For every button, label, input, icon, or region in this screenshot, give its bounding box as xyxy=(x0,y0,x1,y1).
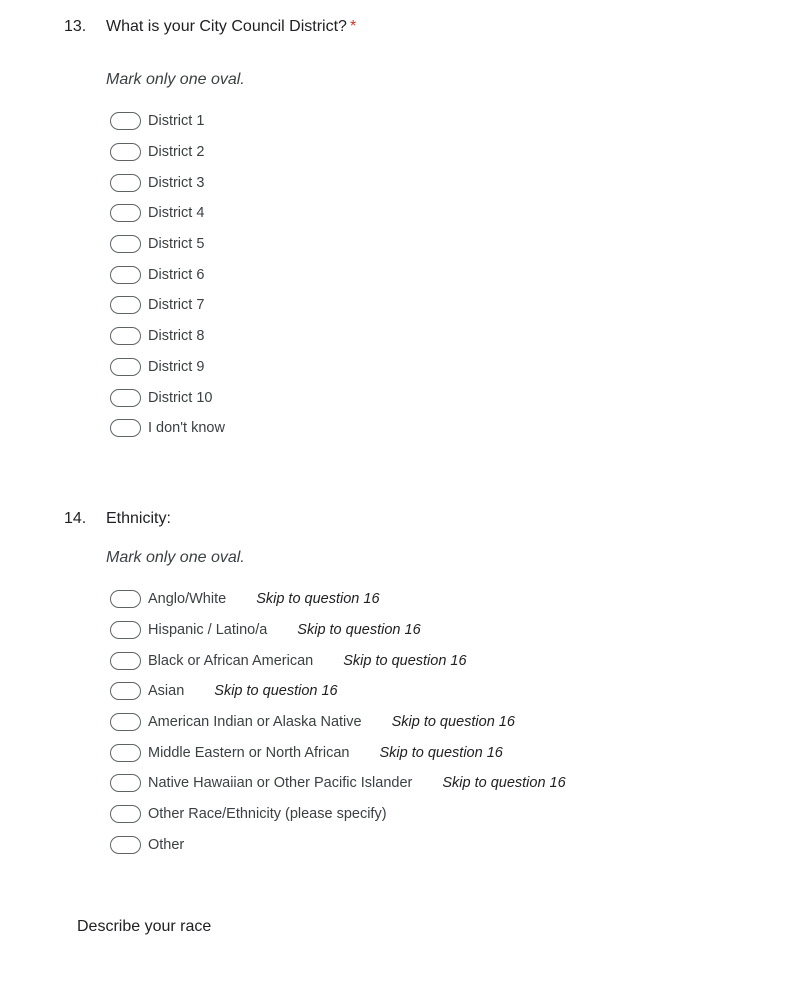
option-label: Other Race/Ethnicity (please specify) xyxy=(148,806,387,823)
skip-logic-note: Skip to question 16 xyxy=(256,591,380,608)
radio-oval[interactable] xyxy=(110,682,141,700)
question-instruction: Mark only one oval. xyxy=(106,549,245,566)
skip-logic-note: Skip to question 16 xyxy=(391,714,515,731)
radio-option[interactable] xyxy=(110,615,566,646)
radio-option[interactable] xyxy=(110,106,225,137)
radio-option[interactable] xyxy=(110,259,225,290)
option-label: Anglo/White xyxy=(148,591,227,608)
required-asterisk: * xyxy=(349,18,357,35)
radio-oval[interactable] xyxy=(110,744,141,762)
question-title-text: What is your City Council District? xyxy=(106,18,347,35)
radio-option[interactable] xyxy=(110,137,225,168)
option-label: District 6 xyxy=(148,266,205,283)
option-list xyxy=(110,584,566,860)
skip-logic-note: Skip to question 16 xyxy=(379,744,503,761)
radio-option[interactable] xyxy=(110,737,566,768)
option-label: Middle Eastern or North African xyxy=(148,744,350,761)
option-label: Black or African American xyxy=(148,652,314,669)
radio-oval[interactable] xyxy=(110,652,141,670)
option-list xyxy=(110,106,225,444)
radio-option[interactable] xyxy=(110,321,225,352)
radio-oval[interactable] xyxy=(110,774,141,792)
option-label: Native Hawaiian or Other Pacific Islander xyxy=(148,775,413,792)
skip-logic-note: Skip to question 16 xyxy=(297,622,421,639)
describe-race-label: Describe your race xyxy=(77,918,212,935)
radio-option[interactable] xyxy=(110,382,225,413)
radio-option[interactable] xyxy=(110,707,566,738)
skip-logic-note: Skip to question 16 xyxy=(442,775,566,792)
radio-oval[interactable] xyxy=(110,389,141,407)
radio-option[interactable] xyxy=(110,229,225,260)
radio-option[interactable] xyxy=(110,676,566,707)
radio-oval[interactable] xyxy=(110,204,141,222)
radio-oval[interactable] xyxy=(110,327,141,345)
radio-oval[interactable] xyxy=(110,419,141,437)
question-number: 14. xyxy=(64,510,87,527)
option-label: American Indian or Alaska Native xyxy=(148,714,362,731)
skip-logic-note: Skip to question 16 xyxy=(214,683,338,700)
option-label: I don't know xyxy=(148,420,225,437)
radio-oval[interactable] xyxy=(110,143,141,161)
question-title xyxy=(106,18,356,36)
radio-option[interactable] xyxy=(110,198,225,229)
question-instruction: Mark only one oval. xyxy=(106,71,245,88)
radio-oval[interactable] xyxy=(110,836,141,854)
option-label: Asian xyxy=(148,683,185,700)
option-label: Hispanic / Latino/a xyxy=(148,622,268,639)
radio-oval[interactable] xyxy=(110,713,141,731)
radio-option[interactable] xyxy=(110,799,566,830)
option-label: District 3 xyxy=(148,174,205,191)
radio-option[interactable] xyxy=(110,830,566,861)
option-label: District 10 xyxy=(148,389,213,406)
radio-oval[interactable] xyxy=(110,235,141,253)
option-label: District 9 xyxy=(148,358,205,375)
option-label: District 2 xyxy=(148,144,205,161)
radio-option[interactable] xyxy=(110,413,225,444)
radio-option[interactable] xyxy=(110,645,566,676)
radio-oval[interactable] xyxy=(110,358,141,376)
skip-logic-note: Skip to question 16 xyxy=(343,652,467,669)
radio-option[interactable] xyxy=(110,167,225,198)
radio-oval[interactable] xyxy=(110,266,141,284)
option-label: District 5 xyxy=(148,236,205,253)
radio-oval[interactable] xyxy=(110,296,141,314)
option-label: District 1 xyxy=(148,113,205,130)
radio-option[interactable] xyxy=(110,584,566,615)
radio-option[interactable] xyxy=(110,768,566,799)
radio-oval[interactable] xyxy=(110,590,141,608)
option-label: District 4 xyxy=(148,205,205,222)
radio-oval[interactable] xyxy=(110,112,141,130)
question-number: 13. xyxy=(64,18,87,35)
radio-option[interactable] xyxy=(110,352,225,383)
radio-oval[interactable] xyxy=(110,805,141,823)
radio-oval[interactable] xyxy=(110,174,141,192)
radio-option[interactable] xyxy=(110,290,225,321)
question-title: Ethnicity: xyxy=(106,510,171,527)
option-label: District 8 xyxy=(148,328,205,345)
radio-oval[interactable] xyxy=(110,621,141,639)
option-label: Other xyxy=(148,836,185,853)
option-label: District 7 xyxy=(148,297,205,314)
